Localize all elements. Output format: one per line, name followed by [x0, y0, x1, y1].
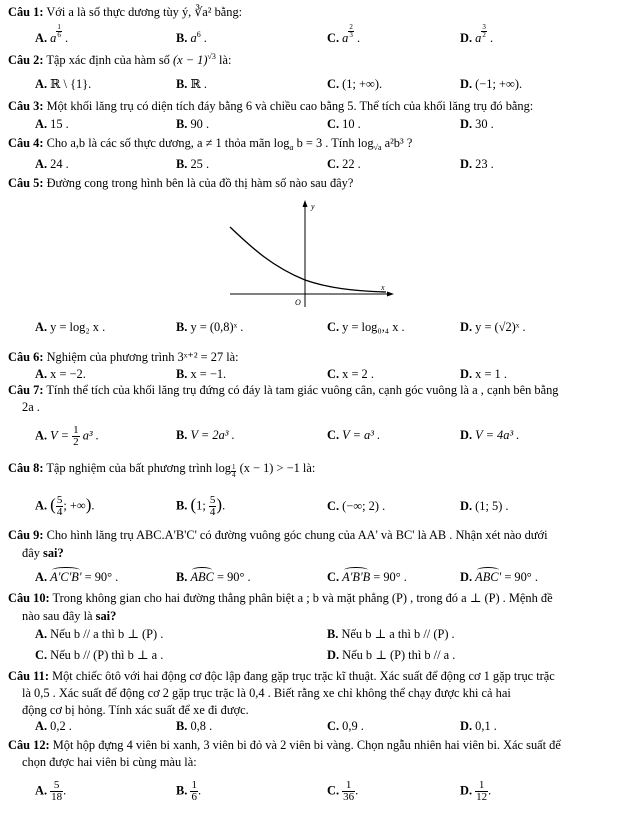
- q7-option-b: B. V = 2a³ .: [176, 428, 235, 442]
- q7-option-d: D. V = 4a³ .: [460, 428, 520, 442]
- q3-option-a: A. 15 .: [35, 117, 69, 131]
- y-axis-label: y: [311, 202, 315, 211]
- q4-option-d: D. 23 .: [460, 157, 494, 171]
- q9-option-c: C. A'B'B = 90° .: [327, 570, 407, 584]
- q1-option-c: C. a $\frac{2}{3}$ .: [327, 23, 361, 45]
- q9-option-a: A. A'C'B' = 90° .: [35, 570, 119, 584]
- q4-option-c: C. 22 .: [327, 157, 361, 171]
- q7-stem-cont: 2a .: [22, 400, 40, 414]
- q10-stem: Câu 10: Trong không gian cho hai đường thẳng phân biệt a ; b và mặt phẳng (P) , trong đó a ⊥ (P) . Mệnh đề: [8, 591, 553, 605]
- q6-option-a: A. x = −2.: [35, 367, 86, 381]
- q10-stem-cont: nào sau đây là sai?: [22, 609, 117, 623]
- q5-option-b: B. y = (0,8)ˣ .: [176, 320, 244, 334]
- q11-option-b: B. 0,8 .: [176, 719, 213, 733]
- q9-option-d: D. ABC' = 90° .: [460, 570, 538, 584]
- q2-option-d: D. (−1; +∞).: [460, 77, 523, 91]
- q4-option-b: B. 25 .: [176, 157, 210, 171]
- q6-option-c: C. x = 2 .: [327, 367, 374, 381]
- q4-stem: Câu 4: Cho a,b là các số thực dương, a ≠ 1 thỏa mãn $\log_a b = 3$ . Tính $\log_{√a} a^2b^3$ ?: [8, 136, 413, 152]
- q10-option-a: A. Nếu b // a thì b ⊥ (P) .: [35, 627, 164, 641]
- q2-option-b: B. ℝ .: [176, 77, 207, 91]
- q7-stem: Câu 7: Tính thể tích của khối lăng trụ đứng có đáy là tam giác vuông cân, cạnh góc vuông là a , cạnh bên bằng: [8, 383, 559, 397]
- q6-stem: Câu 6: Nghiệm của phương trình 3ˣ⁺² = 27 là:: [8, 350, 239, 364]
- q11-stem-cont-1: là 0,5 . Xác suất để động cơ 2 gặp trục trặc là 0,4 . Biết rằng xe chỉ không thể chạy được khi cả hai: [22, 686, 511, 700]
- q2-option-a: A. ℝ \ {1}.: [35, 77, 92, 91]
- q1-label: Câu 1:: [8, 5, 44, 19]
- x-axis-label: x: [381, 283, 385, 292]
- q7-option-a: A. V = $\frac{1}{2}$ a³ .: [35, 424, 99, 448]
- q5-option-a: A. y = log₂ x .: [35, 320, 106, 334]
- q12-option-a: A. $\frac{5}{18}$ .: [35, 779, 67, 803]
- q2-option-c: C. (1; +∞).: [327, 77, 383, 91]
- q8-stem: Câu 8: Tập nghiệm của bất phương trình log $\frac{1}{4}$ (x − 1) > −1 là:: [8, 461, 316, 479]
- q11-stem: Câu 11: Một chiếc ôtô với hai động cơ độc lập đang gặp trục trặc kĩ thuật. Xác suất để động cơ 1 gặp trục trặc: [8, 669, 555, 683]
- q9-stem-cont: đây sai?: [22, 546, 64, 560]
- q6-option-b: B. x = −1.: [176, 367, 227, 381]
- q3-stem: Câu 3: Một khối lăng trụ có diện tích đáy bằng 6 và chiều cao bằng 5. Thể tích của khối lăng trụ đó bằng:: [8, 99, 534, 113]
- q6-option-d: D. x = 1 .: [460, 367, 507, 381]
- q4-option-a: A. 24 .: [35, 157, 69, 171]
- q5-option-d: D. y = (√2)ˣ .: [460, 320, 526, 334]
- q2-stem: Câu 2: Tập xác định của hàm số $(x - 1)^{√3}$ là:: [8, 52, 232, 67]
- x-axis-arrow-icon: [387, 292, 394, 297]
- q5-stem: Câu 5: Đường cong trong hình bên là của đồ thị hàm số nào sau đây?: [8, 176, 354, 190]
- q8-option-a: A. ( $\frac{5}{4}$ ; +∞).: [35, 494, 95, 518]
- q12-option-c: C. $\frac{1}{36}$ .: [327, 779, 359, 803]
- q1-option-d: D. a $\frac{3}{2}$ .: [460, 23, 494, 45]
- q5-option-c: C. y = log₀,₄ x .: [327, 320, 405, 334]
- q3-option-c: C. 10 .: [327, 117, 361, 131]
- q12-option-b: B. $\frac{1}{6}$ .: [176, 779, 202, 803]
- q12-option-d: D. $\frac{1}{12}$ .: [460, 779, 492, 803]
- q11-option-c: C. 0,9 .: [327, 719, 364, 733]
- y-axis-arrow-icon: [303, 200, 308, 207]
- origin-label: O: [295, 298, 301, 307]
- q1-stem: [8, 5, 242, 20]
- q8-option-b: B. (1; $\frac{5}{4}$ ).: [176, 494, 226, 518]
- q1-text: Với a là số thực dương tùy ý, ∛a² bằng:: [46, 5, 243, 19]
- q11-option-d: D. 0,1 .: [460, 719, 497, 733]
- q5-graph: [228, 197, 398, 313]
- q3-option-b: B. 90 .: [176, 117, 210, 131]
- q9-stem: Câu 9: Cho hình lăng trụ ABC.A'B'C' có đường vuông góc chung của AA' và BC' là AB . Nhận xét nào dưới: [8, 528, 548, 542]
- q7-option-c: C. V = a³ .: [327, 428, 381, 442]
- q8-option-d: D. (1; 5) .: [460, 499, 509, 513]
- q10-option-b: B. Nếu b ⊥ a thì b // (P) .: [327, 627, 455, 641]
- q1-option-a: A. a $\frac{1}{6}$ .: [35, 23, 69, 45]
- q10-option-d: D. Nếu b ⊥ (P) thì b // a .: [327, 648, 456, 662]
- q1-option-b: B. $a^6$ .: [176, 30, 207, 45]
- q10-option-c: C. Nếu b // (P) thì b ⊥ a .: [35, 648, 164, 662]
- exponential-curve: [230, 227, 386, 292]
- q9-option-b: B. ABC = 90° .: [176, 570, 251, 584]
- q3-option-d: D. 30 .: [460, 117, 494, 131]
- q12-stem-cont: chọn được hai viên bi cùng màu là:: [22, 755, 197, 769]
- q11-option-a: A. 0,2 .: [35, 719, 72, 733]
- q12-stem: Câu 12: Một hộp đựng 4 viên bi xanh, 3 viên bi đỏ và 2 viên bi vàng. Chọn ngẫu nhiên hai viên bi. Xác suất để: [8, 738, 561, 752]
- q8-option-c: C. (−∞; 2) .: [327, 499, 386, 513]
- q11-stem-cont-2: động cơ bị hỏng. Tính xác suất để xe đi được.: [22, 703, 249, 717]
